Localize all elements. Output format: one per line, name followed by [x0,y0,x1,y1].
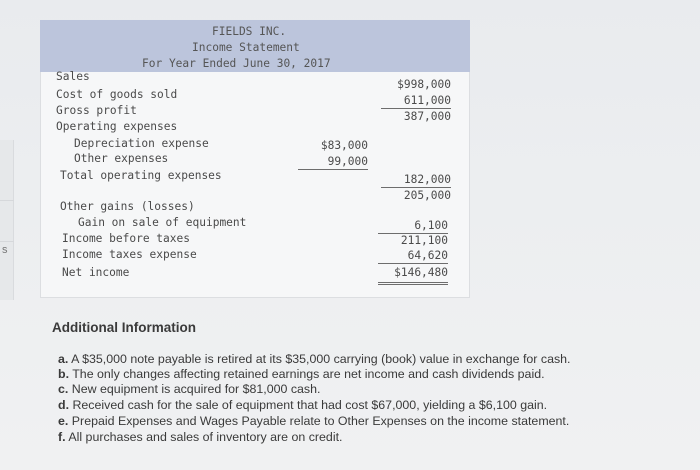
other-expenses-value: 99,000 [298,155,368,170]
item-letter: a. [58,352,69,366]
statement-title: Income Statement [192,41,300,54]
income-tax-label: Income taxes expense [62,248,197,261]
item-text: New equipment is acquired for $81,000 cash. [71,382,321,396]
gain-on-sale-value: 6,100 [378,219,448,234]
item-text: A $35,000 note payable is retired at its $35,000 carrying (book) value in exchange for cash. [71,352,571,366]
total-opex-value: 182,000 [381,173,451,188]
gross-profit-label: Gross profit [56,104,137,117]
cogs-value: 611,000 [381,94,451,109]
edge-char: s [2,244,8,256]
depreciation-label: Depreciation expense [74,137,209,150]
operating-expenses-label: Operating expenses [56,120,178,133]
list-item [58,367,545,382]
income-tax-value: 64,620 [378,249,448,264]
cogs-label: Cost of goods sold [56,88,178,101]
other-expenses-label: Other expenses [74,152,169,165]
other-gains-label: Other gains (losses) [60,200,195,213]
list-item [58,352,571,367]
item-text: Received cash for the sale of equipment that had cost $67,000, yielding a $6,100 gain. [72,398,548,412]
gross-profit-value: 387,000 [403,110,451,123]
item-letter: e. [58,414,69,428]
item-letter: f. [58,430,66,444]
item-text: Prepaid Expenses and Wages Payable relate to Other Expenses on the income statement. [71,414,570,428]
list-item [58,382,320,397]
company-name: FIELDS INC. [212,25,287,38]
sales-label: Sales [56,70,90,83]
page-edge-divider [0,200,14,242]
list-item [58,398,547,413]
additional-info-title: Additional Information [52,320,196,335]
income-before-taxes-value: 211,100 [400,234,448,247]
depreciation-value: $83,000 [320,139,368,152]
item-letter: c. [58,382,69,396]
net-income-label: Net income [62,266,130,279]
income-before-taxes-label: Income before taxes [62,232,190,245]
subtotal-value: 205,000 [403,189,451,202]
item-text: All purchases and sales of inventory are on credit. [68,430,343,444]
statement-period: For Year Ended June 30, 2017 [142,57,331,70]
item-letter: d. [58,398,70,412]
net-income-value: $146,480 [378,266,448,285]
item-text: The only changes affecting retained earnings are net income and cash dividends paid. [72,367,545,381]
list-item [58,414,569,429]
item-letter: b. [58,367,70,381]
total-opex-label: Total operating expenses [60,169,222,182]
sales-value: $998,000 [397,78,451,91]
list-item [58,430,342,445]
gain-on-sale-label: Gain on sale of equipment [78,216,247,229]
